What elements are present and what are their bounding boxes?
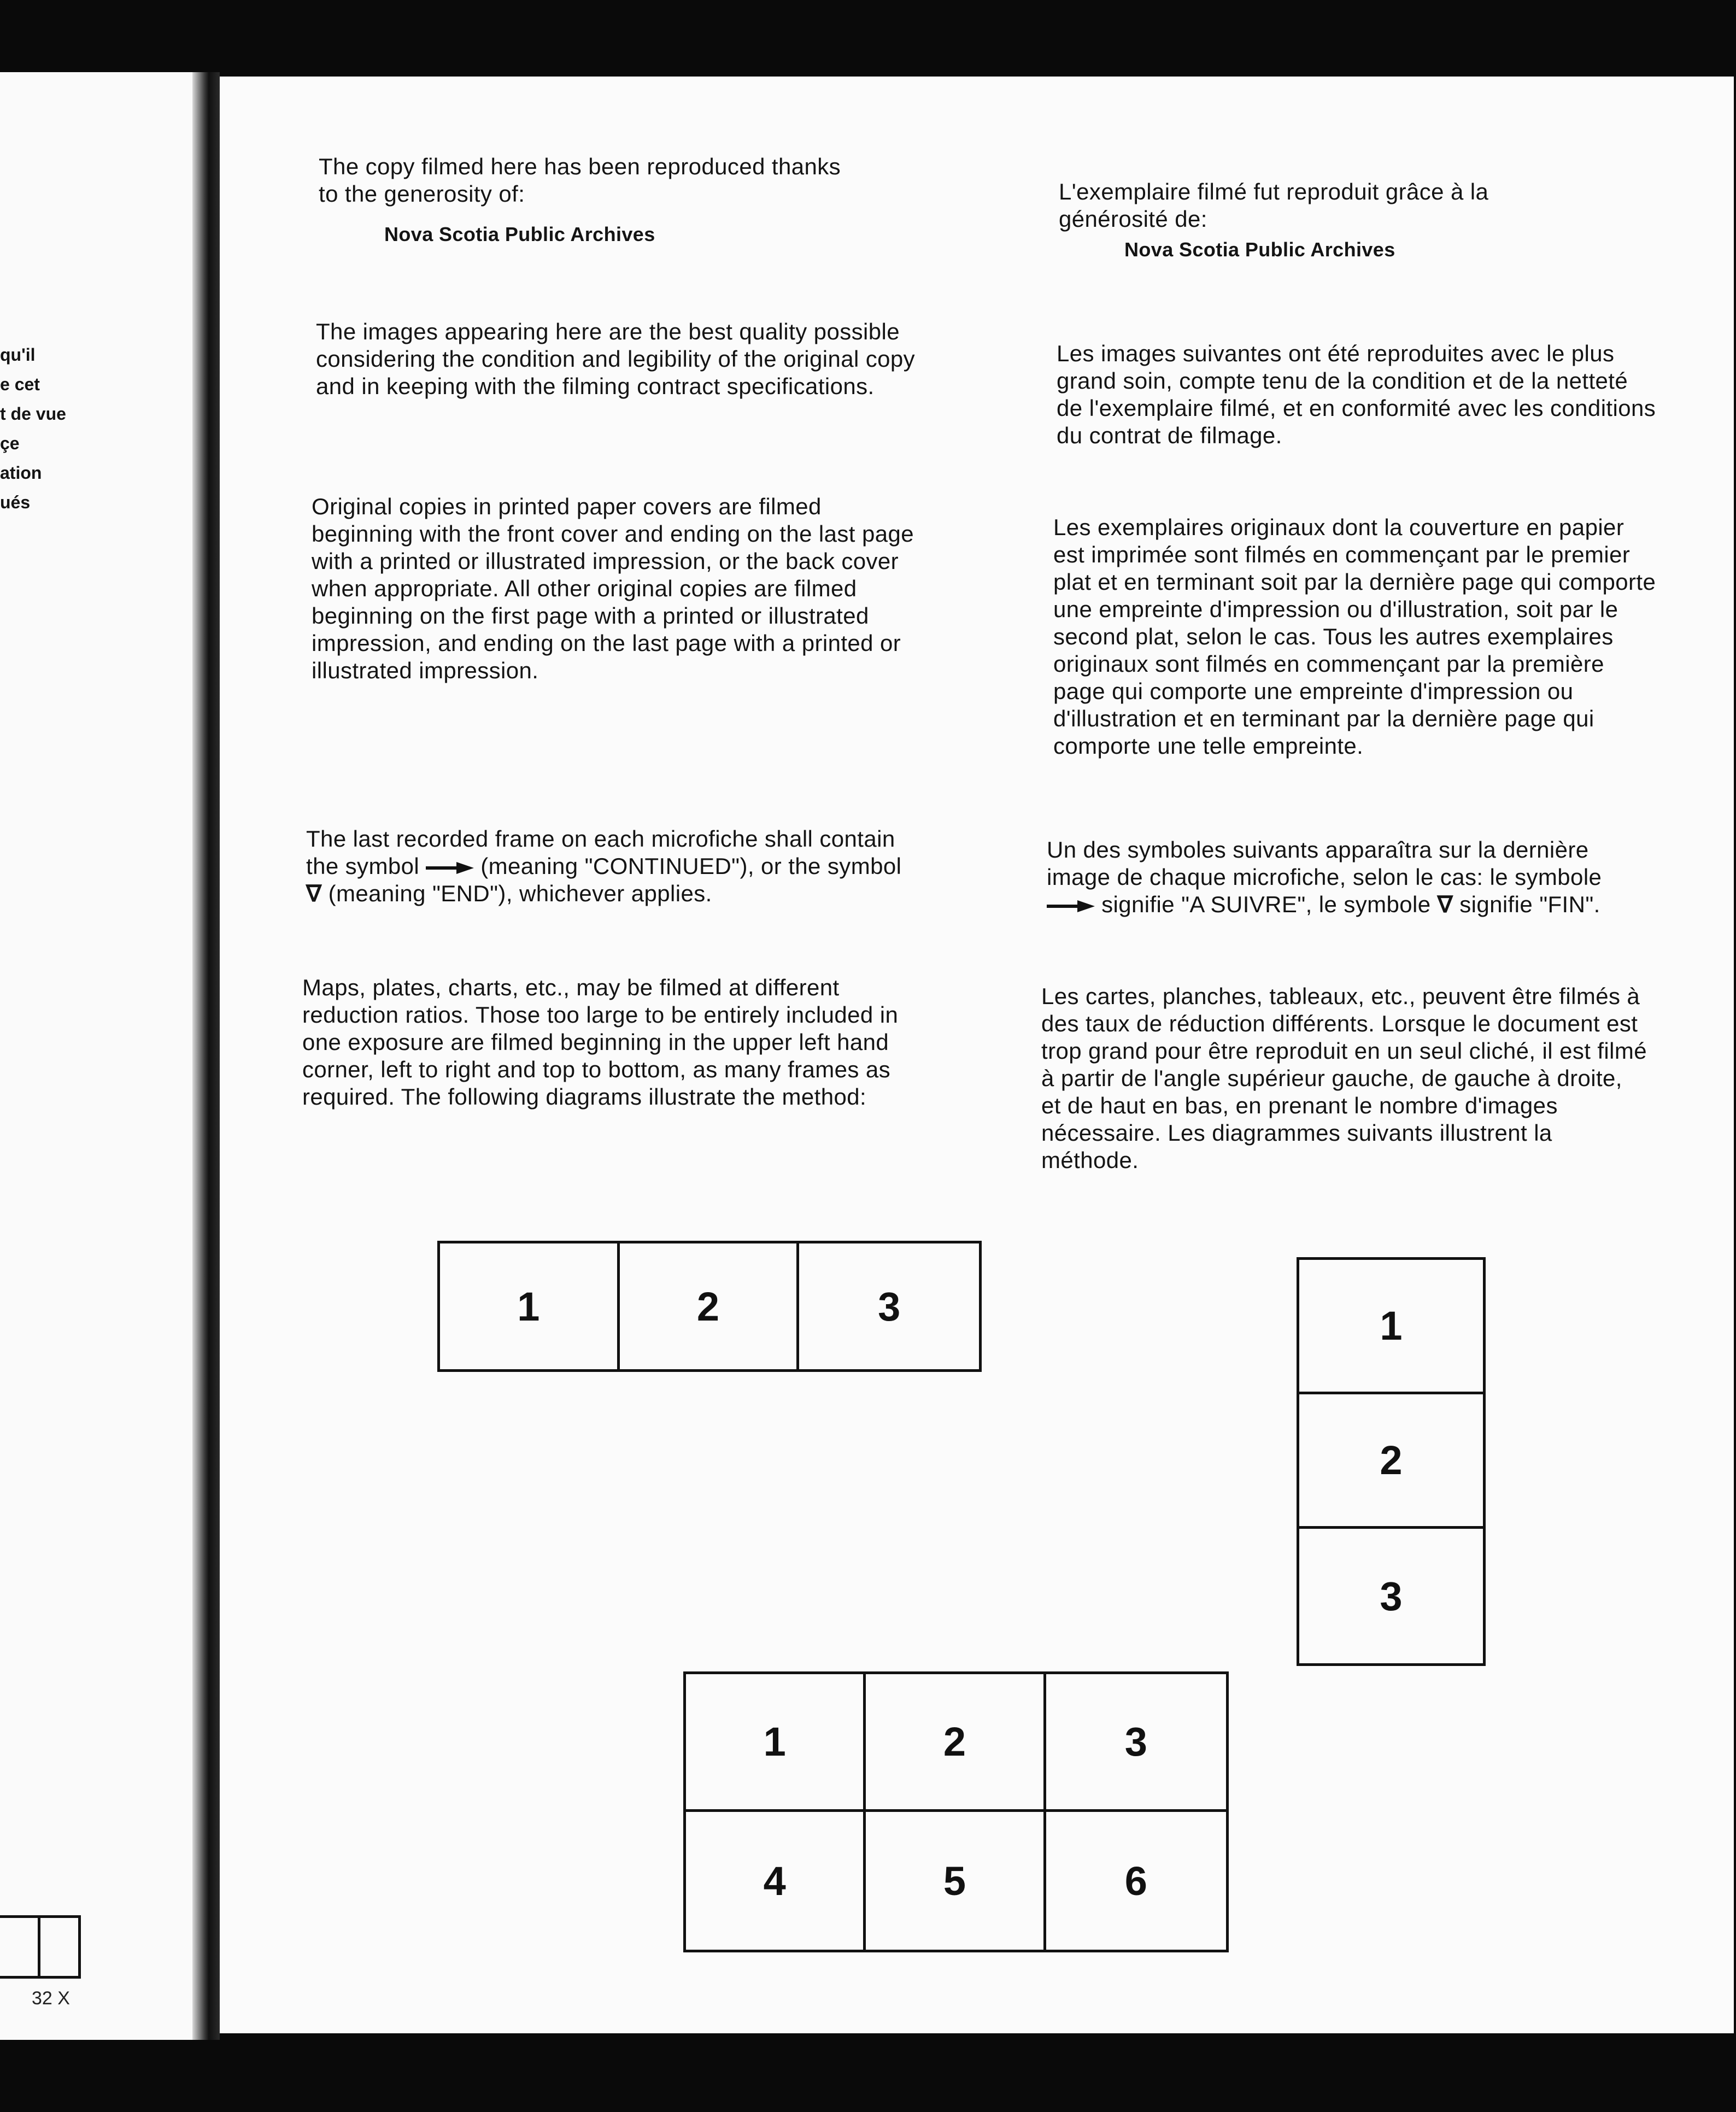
fragment-line: qu'il	[0, 345, 36, 365]
english-original-copies-paragraph: Original copies in printed paper covers are filmed beginning with the front cover and ending on the last page with a printed or illustrated impression, or the back cover when appropriate. All other original copies are filmed beginning on the first page with a printed or illustrated impression, and ending on the last page with a printed or illustrated impression.	[312, 494, 914, 683]
frame-cell	[38, 1918, 78, 1976]
end-symbol-icon: ∇	[306, 881, 322, 906]
french-credit-line1: L'exemplaire filmé fut reproduit grâce à la	[1059, 179, 1489, 204]
english-credit-line1: The copy filmed here has been reproduced thanks	[319, 154, 841, 179]
frame-cell: 3	[878, 1283, 901, 1329]
french-symbols-text-b: signifie "A SUIVRE", le symbole	[1101, 891, 1431, 917]
french-maps-paragraph: Les cartes, planches, tableaux, etc., peuvent être filmés à des taux de réduction différents. Lorsque le document est trop grand pour être reproduit en un seul cliché, il est filmé à partir de l'angle supérieur gauche, de gauche à droite, et de haut en bas, en prenant le nombre d'images nécessaire. Les diagrammes suivants illustrent la méthode.	[1041, 983, 1647, 1173]
english-symbols-text-a: The last recorded frame on each microfiche shall contain the symbol	[306, 826, 895, 879]
frame-cell: 1	[1299, 1260, 1483, 1394]
english-symbols-text-c: (meaning "END"), whichever applies.	[328, 881, 712, 906]
frame-cell: 3	[1046, 1674, 1226, 1812]
previous-page-text-fragments	[0, 340, 66, 517]
continued-arrow-icon	[426, 861, 474, 875]
frame-cell: 2	[1299, 1394, 1483, 1529]
frame-cell: 5	[866, 1812, 1046, 1950]
english-symbols-paragraph	[306, 825, 907, 907]
previous-page	[0, 72, 209, 2040]
fragment-line: t de vue	[0, 404, 66, 424]
fragment-line: ués	[0, 492, 31, 512]
horizontal-frames-diagram	[437, 1241, 982, 1372]
fragment-line: çe	[0, 433, 20, 453]
continued-arrow-icon	[1047, 899, 1095, 913]
frame-cell: 6	[1124, 1858, 1147, 1904]
end-symbol-icon: ∇	[1437, 891, 1453, 917]
french-symbols-text-a: Un des symboles suivants apparaîtra sur la dernière image de chaque microfiche, selon le cas: le symbole	[1047, 837, 1602, 890]
fragment-line: e cet	[0, 374, 40, 394]
french-credit-line2: générosité de:	[1059, 206, 1207, 232]
reduction-ratio-label: 32 X	[32, 1988, 70, 2009]
vertical-frames-diagram	[1297, 1257, 1486, 1666]
frame-cell: 2	[866, 1674, 1046, 1812]
partial-frame-diagram	[0, 1915, 81, 1979]
book-gutter	[192, 72, 220, 2040]
french-image-quality-paragraph: Les images suivantes ont été reproduites avec le plus grand soin, compte tenu de la condition et de la netteté de l'exemplaire filmé, et en conformité avec les conditions du contrat de filmage.	[1057, 341, 1656, 448]
english-credit-line2: to the generosity of:	[319, 181, 525, 207]
english-maps-paragraph: Maps, plates, charts, etc., may be filmed at different reduction ratios. Those too large to be entirely included in one exposure are filmed beginning in the upper left hand corner, left to right and top to bottom, as many frames as required. The following diagrams illustrate the method:	[302, 975, 899, 1110]
frame-cell: 1	[440, 1243, 620, 1369]
french-symbols-text-c: signifie "FIN".	[1459, 891, 1600, 917]
french-original-copies-paragraph: Les exemplaires originaux dont la couverture en papier est imprimée sont filmés en commençant par le premier plat et en terminant soit par la dernière page qui comporte une empreinte d'impression ou d'illustration, soit par le second plat, selon le cas. Tous les autres exemplaires originaux sont filmés en commençant par la première page qui comporte une empreinte d'impression ou d'illustration et en terminant par la dernière page qui comporte une telle empreinte.	[1053, 514, 1656, 759]
english-symbols-text-b: (meaning "CONTINUED"), or the symbol	[480, 853, 902, 879]
french-symbols-paragraph	[1047, 836, 1626, 918]
fragment-line: ation	[0, 463, 42, 483]
frame-cell: 2	[620, 1243, 800, 1369]
six-frame-grid-diagram	[683, 1671, 1229, 1952]
frame-cell: 4	[686, 1812, 866, 1950]
frame-cell	[0, 1918, 38, 1976]
frame-cell: 3	[1380, 1573, 1403, 1619]
frame-cell: 1	[686, 1674, 866, 1812]
french-archive-name: Nova Scotia Public Archives	[1124, 238, 1395, 261]
english-archive-name: Nova Scotia Public Archives	[384, 223, 655, 245]
english-image-quality-paragraph: The images appearing here are the best quality possible considering the condition and legibility of the original copy and in keeping with the filming contract specifications.	[316, 319, 916, 399]
